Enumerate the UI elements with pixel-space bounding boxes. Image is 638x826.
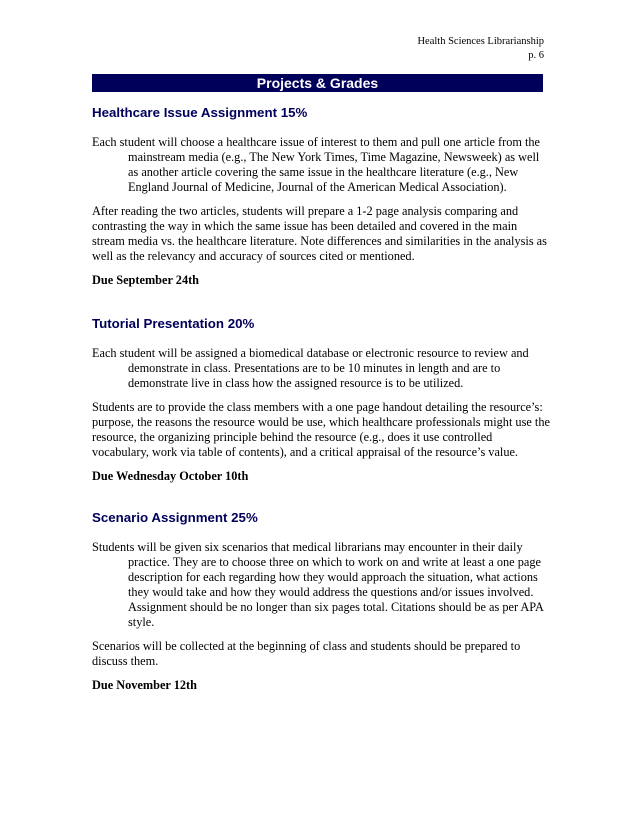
section-paragraph: After reading the two articles, students will prepare a 1-2 page analysis comparing and contrasting the way in which the same issue has been detailed and covered in the main stream media vs. the healthcare literature. Note differences and similarities in the analysis as well as the relevancy and accuracy of sources cited or mentioned. <box>92 204 547 263</box>
section-healthcare-issue <box>92 104 550 288</box>
page-content <box>92 104 550 693</box>
section-banner: Projects & Grades <box>92 74 543 92</box>
section-title: Tutorial Presentation 20% <box>92 316 255 331</box>
due-date: Due November 12th <box>92 678 197 692</box>
section-scenario-assignment <box>92 509 550 693</box>
section-paragraph: Students will be given six scenarios that medical librarians may encounter in their daily practice. They are to choose three on which to work on and write at least a one page description for each regarding how they would approach the situation, what actions they would take and how they would address the questions and/or issues involved. Assignment should be no longer than six pages total. Citations should be as per APA style. <box>92 540 544 629</box>
header-page-number: p. 6 <box>528 50 544 61</box>
section-tutorial-presentation <box>92 315 550 484</box>
section-paragraph: Students are to provide the class members with a one page handout detailing the resource’s: purpose, the reasons the resource would be use, which healthcare professionals might use the resource, the organizing principle behind the resource (e.g., does it use controlled vocabulary, work via table of contents), and a critical appraisal of the resource’s value. <box>92 400 550 459</box>
section-paragraph: Each student will choose a healthcare issue of interest to them and pull one article from the mainstream media (e.g., The New York Times, Time Magazine, Newsweek) as well as another article covering the same issue in the healthcare literature (e.g., New England Journal of Medicine, Journal of the American Medical Association). <box>92 135 541 194</box>
page-header <box>417 35 544 63</box>
section-paragraph: Scenarios will be collected at the beginning of class and students should be prepared to discuss them. <box>92 639 521 668</box>
header-course-title: Health Sciences Librarianship <box>417 36 544 47</box>
section-paragraph: Each student will be assigned a biomedical database or electronic resource to review and demonstrate in class. Presentations are to be 10 minutes in length and are to demonstrate live in class how the assigned resource is to be utilized. <box>92 346 529 390</box>
due-date: Due September 24th <box>92 273 200 287</box>
due-date: Due Wednesday October 10th <box>92 469 249 483</box>
section-title: Scenario Assignment 25% <box>92 510 258 525</box>
section-title: Healthcare Issue Assignment 15% <box>92 105 308 120</box>
